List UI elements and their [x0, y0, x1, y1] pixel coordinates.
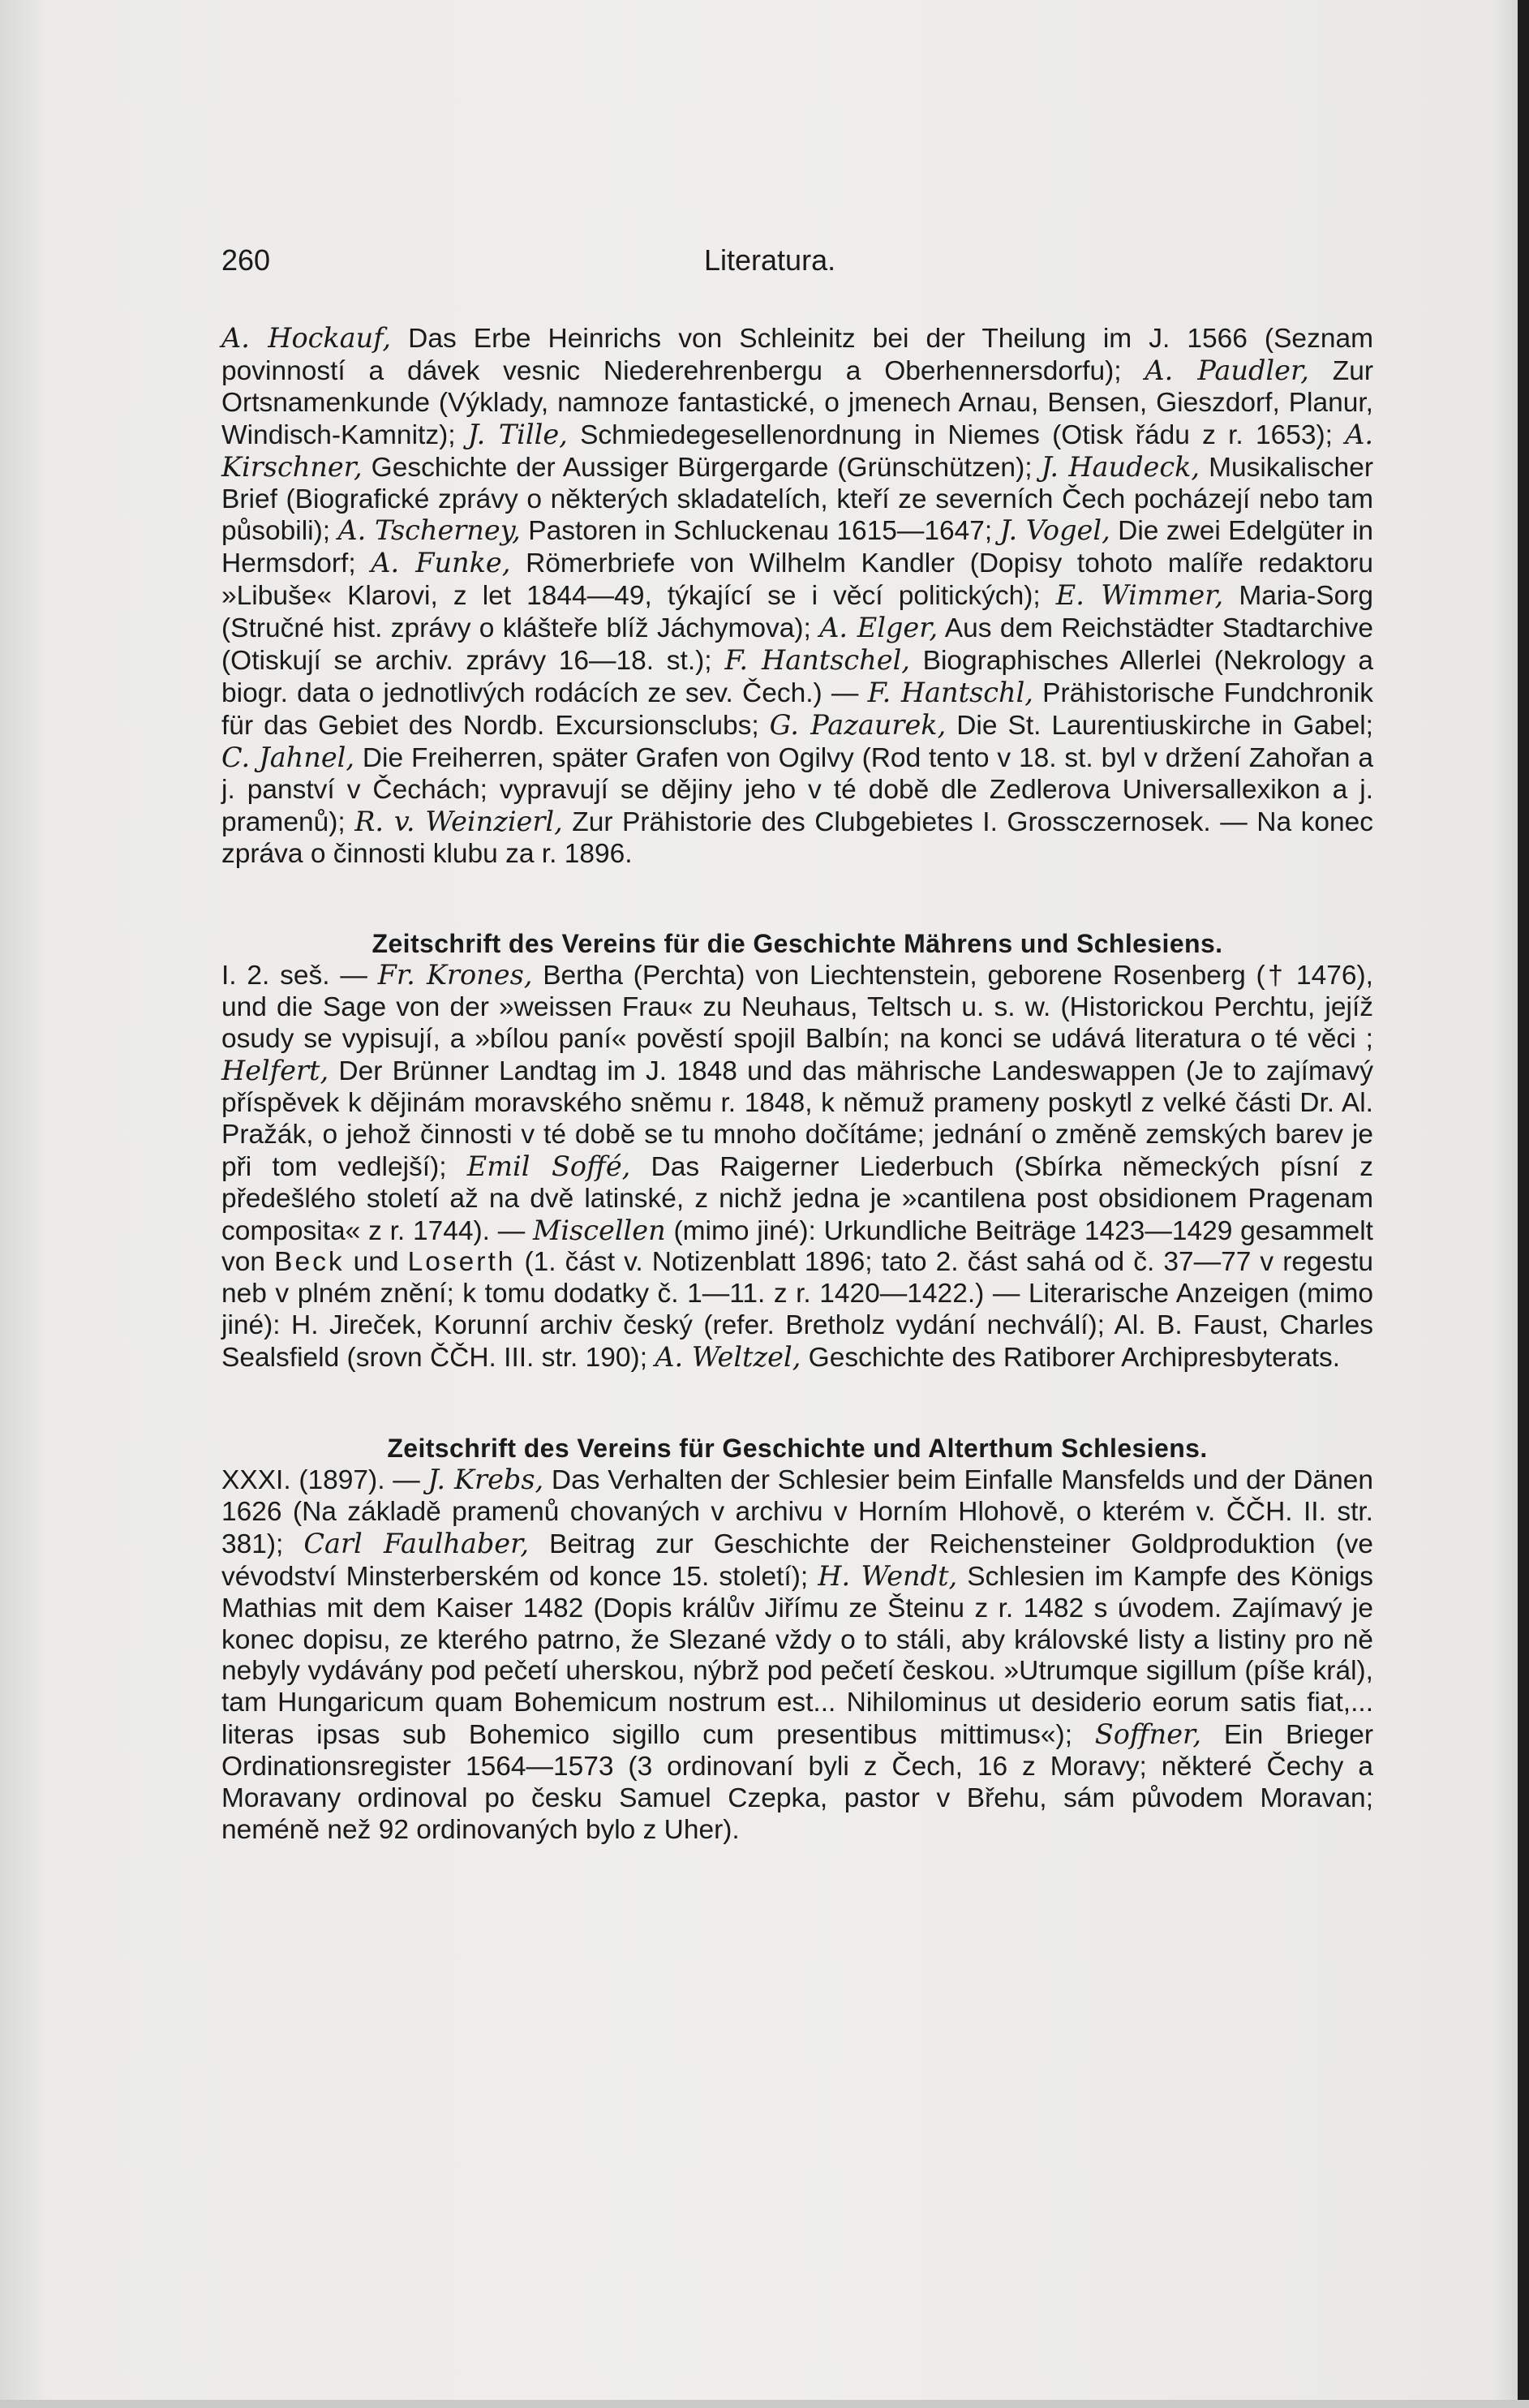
author-name: C. Jahnel, — [221, 741, 355, 773]
author-name: F. Hantschel, — [724, 644, 910, 677]
section-spacer — [221, 1374, 1373, 1433]
author-name: E. Wimmer, — [1055, 579, 1224, 612]
entry-text: Maria-Sorg (Stručné hist. zprávy o klášteře blíž Jáchymova); — [221, 581, 1373, 644]
author-name: Miscellen — [533, 1214, 666, 1246]
entry-text: Die zwei Edelgüter in Hermsdorf; — [221, 516, 1374, 579]
author-name: G. Pazaurek, — [769, 708, 947, 741]
entry-text: Ein Brieger Ordinationsregister 1564—1573 (3 ordinovaní byli z Čech, 16 z Moravy; některé Čechy a Moravany ordinoval po česku Samuel Czepka, pastor v Břehu, sám původem Moravan; neméně než 92 ordinovaných bylo z Uher). — [221, 1720, 1374, 1845]
author-name: A. Funke, — [371, 547, 511, 579]
author-name: F. Hantschl, — [867, 676, 1033, 708]
entry-text: Schlesien im Kampfe des Königs Mathias mit dem Kaiser 1482 (Dopis králův Jiřímu ze Šteinu z r. 1482 s úvodem. Zajímavý je konec dopisu, ze kterého patrno, že Slezané vždy o to stáli, aby královské listy a listiny pro ně nebyly vydávány pod pečetí uherskou, nýbrž pod pečetí českou. »Utrumque sigillum (píše král), tam Hungaricum quam Bohemicum nostrum est... Nihilominus ut desiderio eorum satis fiat,... literas ipsas sub Bohemico sigillo cum presentibus mittimus«); — [221, 1561, 1374, 1751]
body-text — [221, 323, 1373, 1847]
page-number: 260 — [221, 243, 271, 277]
entry-text: XXXI. (1897). — — [221, 1465, 420, 1495]
author-name: Carl Faulhaber, — [303, 1527, 530, 1559]
author-name: R. v. Weinzierl, — [354, 805, 563, 837]
entry-text: Die Freiherren, später Grafen von Ogilvy (Rod tento v 18. st. byl v držení Zahořan a j. panství v Čechách; vypravují se dějiny jeho v té době dle Zedlerova Universallexikon a j. pramenů); — [221, 742, 1373, 837]
entry-text: I. 2. seš. — — [221, 961, 367, 991]
entry-text: Biographisches Allerlei (Nekrology a biogr. data o jednotlivých rodácích ze sev. Čech.) — — [221, 646, 1374, 708]
entry-text: Beitrag zur Geschichte der Reichensteiner Goldproduktion (ve vévodství Minsterberském od konce 15. století); — [221, 1529, 1374, 1592]
entry-text: Bertha (Perchta) von Liechtenstein, geborene Rosenberg († 1476), und die Sage von der »weissen Frau« zu Neuhaus, Teltsch u. s. w. (Historickou Perchtu, jejíž osudy se vypisují, a »bílou paní« pověstí spojil Balbín; na konci se udává literatura o té věci ; — [221, 961, 1373, 1055]
entry-text: (mimo jiné): Urkundliche Beiträge 1423—1429 gesammelt von — [221, 1215, 1373, 1278]
entry-text: (1. část v. Notizenblatt 1896; tato 2. část sahá od č. 37—77 v regestu neb v plném znění; k tomu dodatky č. 1—11. z r. 1420—1422.) — Literarische Anzeigen (mimo jiné): H. Jireček, Korunní archiv český (refer. Bretholz vydání nechválí); Al. B. Faust, Charles Sealsfield (srovn ČČH. III. str. 190); — [221, 1247, 1373, 1374]
author-name: J. Haudeck, — [1041, 450, 1200, 483]
author-name: Helfert, — [221, 1055, 329, 1087]
author-name: A. Elger, — [819, 612, 938, 644]
entry-text: Das Erbe Heinrichs von Schleinitz bei der Theilung im J. 1566 (Seznam povinností a dávek vesnic Niederehrenbergu a Oberhennersdorfu); — [221, 324, 1373, 386]
entry-text: Das Verhalten der Schlesier beim Einfalle Mansfelds und der Dänen 1626 (Na základě pramenů chovaných v archivu v Horním Hlohově, o kterém v. ČČH. II. str. 381); — [221, 1465, 1373, 1559]
entry-text: Die St. Laurentiuskirche in Gabel; — [956, 710, 1373, 741]
scan-edge-bottom — [0, 2400, 1529, 2408]
author-name: A. Tscherney, — [337, 514, 521, 547]
author-name: A. Weltzel, — [655, 1341, 801, 1374]
author-name: Emil Soffé, — [466, 1150, 631, 1182]
entry-text: Zur Ortsnamenkunde (Výklady, namnoze fantastické, o jmenech Arnau, Bensen, Gieszdorf, Planur, Windisch-Kamnitz); — [221, 355, 1373, 450]
paragraph-schlesien-alterthum — [221, 1464, 1373, 1847]
page-content — [221, 243, 1373, 1847]
entry-text: Römerbriefe von Wilhelm Kandler (Dopisy tohoto malíře redaktoru »Libuše« Klarovi, z let 1844—49, týkající se i věcí politických); — [221, 548, 1373, 612]
entry-text: Zur Prähistorie des Clubgebietes I. Grossczernosek. — Na konec zpráva o činnosti klubu za r. 1896. — [221, 806, 1373, 869]
author-name: J. Vogel, — [999, 514, 1110, 547]
running-title: Literatura. — [704, 243, 836, 277]
scan-edge — [1518, 0, 1529, 2408]
author-name: Fr. Krones, — [377, 959, 533, 991]
entry-text: Pastoren in Schluckenau 1615—1647; — [528, 516, 993, 547]
author-name: J. Krebs, — [427, 1464, 544, 1495]
entry-text: und — [353, 1247, 399, 1278]
author-name: Soffner, — [1094, 1718, 1202, 1751]
section-heading: Zeitschrift des Vereins für Geschichte und Alterthum Schlesiens. — [387, 1434, 1208, 1464]
paragraph-nordbohmischer-excursionsclub — [221, 323, 1373, 870]
entry-text: Geschichte der Aussiger Bürgergarde (Grünschützen); — [371, 452, 1033, 483]
entry-text: Musikalischer Brief (Biografické zprávy o některých skladatelích, kteří ze severních Čech pocházejí nebo tam působili); — [221, 452, 1374, 547]
spaced-name: Beck — [274, 1247, 345, 1278]
entry-text: Aus dem Reichstädter Stadtarchive (Otiskují se archiv. zprávy 16—18. st.); — [221, 613, 1373, 677]
entry-text: Prähistorische Fundchronik für das Gebiet des Nordb. Excursionsclubs; — [221, 677, 1373, 741]
entry-text: Schmiedegesellenordnung in Niemes (Otisk řádu z r. 1653); — [580, 419, 1333, 450]
entry-text: Das Raigerner Liederbuch (Sbírka německých písní z předešlého století až na dvě latinské, z nichž jedna je »cantilena post obsidionem Pragenam composita« z r. 1744). — — [221, 1151, 1373, 1246]
running-head — [221, 243, 1373, 292]
author-name: A. Kirschner, — [221, 418, 1374, 483]
author-name: A. Hockauf, — [221, 322, 392, 354]
entry-text: Der Brünner Landtag im J. 1848 und das mährische Landeswappen (Je to zajímavý příspěvek k dějinám moravského sněmu r. 1848, k němuž prameny poskytl z velké části Dr. Al. Pražák, o jehož činnosti v té době se tu mnoho dočítáme; jednání o změně zemských barev je při tom vedlejší); — [221, 1056, 1373, 1182]
section-heading: Zeitschrift des Vereins für die Geschichte Mährens und Schlesiens. — [372, 929, 1223, 959]
author-name: A. Paudler, — [1145, 354, 1309, 386]
author-name: J. Tille, — [467, 418, 568, 450]
author-name: H. Wendt, — [818, 1559, 958, 1592]
section-spacer — [221, 870, 1373, 928]
entry-text: Geschichte des Ratiborer Archipresbyterats. — [808, 1343, 1341, 1374]
paragraph-mahren-schlesien — [221, 960, 1373, 1374]
spaced-name: Loserth — [407, 1247, 516, 1278]
